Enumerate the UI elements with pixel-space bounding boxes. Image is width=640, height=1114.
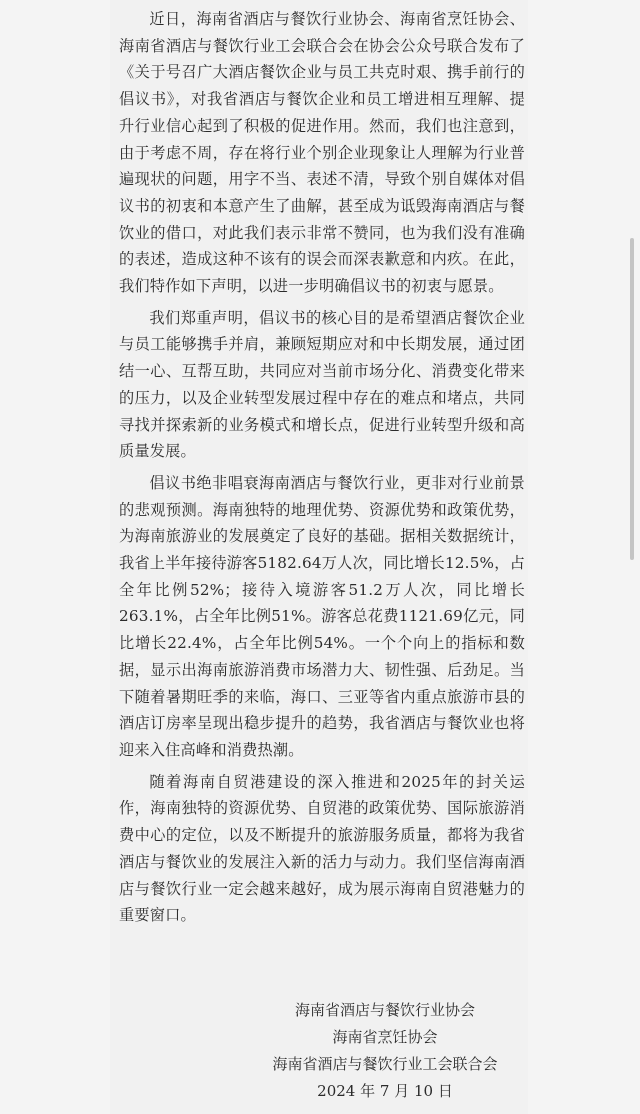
- statement-body: [119, 6, 525, 934]
- signatory-3: 海南省酒店与餐饮行业工会联合会: [272, 1055, 498, 1073]
- signature-block: [240, 997, 530, 1105]
- paragraph-4: 随着海南自贸港建设的深入推进和2025年的封关运作，海南独特的资源优势、自贸港的政策优势、国际旅游消费中心的定位，以及不断提升的旅游服务质量，都将为我省酒店与餐饮业的发展注入新的活力与动力。我们坚信海南酒店与餐饮行业一定会越来越好，成为展示海南自贸港魅力的重要窗口。: [119, 772, 525, 925]
- paragraph-1: 近日，海南省酒店与餐饮行业协会、海南省烹饪协会、海南省酒店与餐饮行业工会联合会在协会公众号联合发布了《关于号召广大酒店餐饮企业与员工共克时艰、携手前行的倡议书》，对我省酒店与餐饮企业和员工增进相互理解、提升行业信心起到了积极的促进作用。然而，我们也注意到，由于考虑不周，存在将行业个别企业现象让人理解为行业普遍现状的问题，用字不当、表述不清，导致个别自媒体对倡议书的初衷和本意产生了曲解，甚至成为诋毁海南酒店与餐饮业的借口，对此我们表示非常不赞同，也为我们没有准确的表述，造成这种不该有的误会而深表歉意和内疚。在此，我们特作如下声明，以进一步明确倡议书的初衷与愿景。: [119, 10, 525, 296]
- paragraph-2: 我们郑重声明，倡议书的核心目的是希望酒店餐饮企业与员工能够携手并肩，兼顾短期应对和中长期发展，通过团结一心、互帮互助，共同应对当前市场分化、消费变化带来的压力，以及企业转型发展过程中存在的难点和堵点，共同寻找并探索新的业务模式和增长点，促进行业转型升级和高质量发展。: [119, 308, 525, 461]
- scrollbar-thumb[interactable]: [630, 238, 634, 560]
- signatory-2: 海南省烹饪协会: [332, 1028, 438, 1046]
- signatory-1: 海南省酒店与餐饮行业协会: [294, 1001, 475, 1019]
- signature-date: 2024 年 7 月 10 日: [317, 1082, 453, 1100]
- paragraph-3: 倡议书绝非唱衰海南酒店与餐饮行业，更非对行业前景的悲观预测。海南独特的地理优势、资源优势和政策优势，为海南旅游业的发展奠定了良好的基础。据相关数据统计，我省上半年接待游客5182.64万人次，同比增长12.5%，占全年比例52%；接待入境游客51.2万人次，同比增长263.1%，占全年比例51%。游客总花费1121.69亿元，同比增长22.4%，占全年比例54%。一个个向上的指标和数据，显示出海南旅游消费市场潜力大、韧性强、后劲足。当下随着暑期旺季的来临，海口、三亚等省内重点旅游市县的酒店订房率呈现出稳步提升的趋势，我省酒店与餐饮业也将迎来入住高峰和消费热潮。: [119, 473, 525, 759]
